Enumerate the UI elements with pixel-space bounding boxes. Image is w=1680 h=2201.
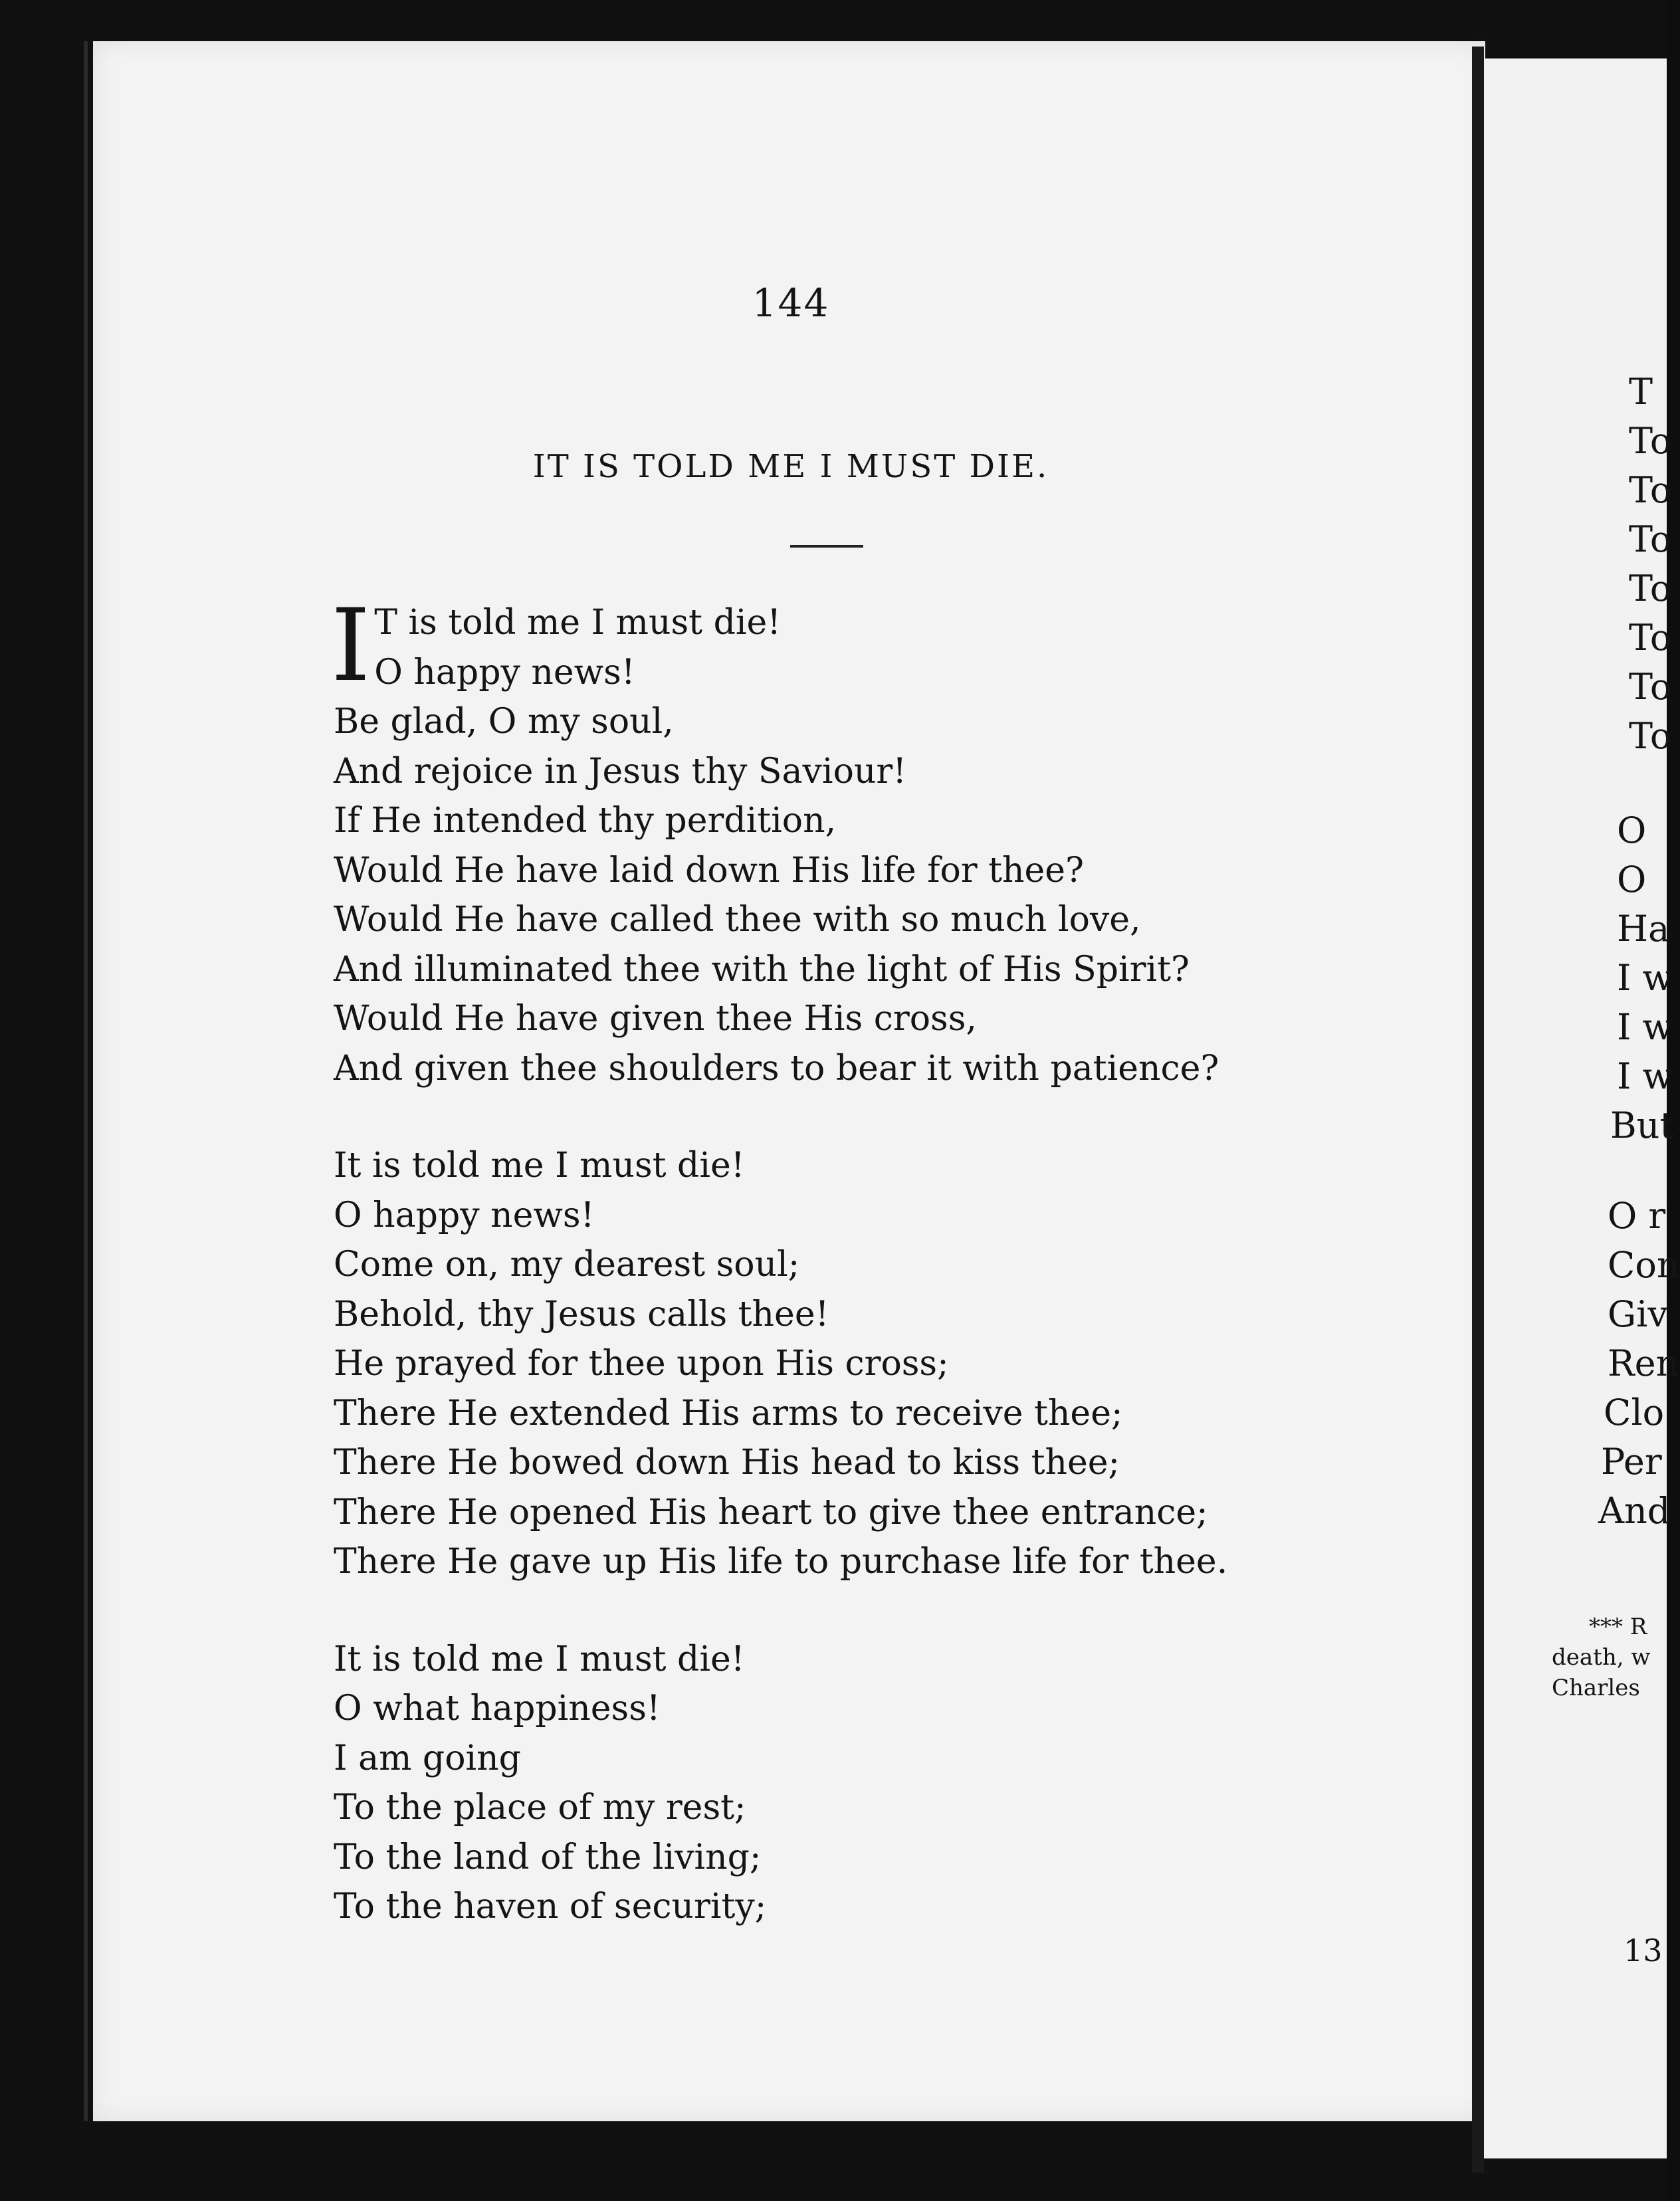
poem-line: And rejoice in Jesus thy Saviour! — [334, 751, 907, 791]
right-fragment: And — [1598, 1490, 1671, 1532]
poem-line: And illuminated thee with the light of His Spirit? — [334, 949, 1190, 990]
poem-body — [331, 588, 1477, 1980]
right-fragment: O — [1617, 809, 1647, 851]
poem-line: It is told me I must die! — [334, 1146, 745, 1186]
stanza-2 — [334, 1141, 1477, 1587]
right-fragment: Con — [1608, 1244, 1680, 1286]
poem-line: There He bowed down His head to kiss thee; — [334, 1443, 1120, 1483]
right-fragment: To — [1629, 715, 1672, 757]
poem-line: It is told me I must die! — [334, 1639, 745, 1679]
right-fragment: To — [1629, 617, 1672, 659]
drop-cap: I — [331, 588, 371, 704]
poem-line: To the place of my rest; — [334, 1788, 746, 1828]
right-fragment: Giv — [1608, 1293, 1668, 1335]
right-fragment: But — [1610, 1104, 1675, 1146]
right-footnote-line: Charles — [1552, 1675, 1640, 1701]
right-fragment: To — [1629, 420, 1672, 462]
poem-line: T is told me I must die! — [374, 603, 782, 643]
title-rule — [790, 545, 863, 548]
page-gutter — [1472, 47, 1484, 2173]
right-fragment: Per — [1601, 1441, 1662, 1483]
right-fragment: O — [1617, 859, 1647, 900]
right-fragment: T — [1629, 371, 1653, 413]
poem-line: There He opened His heart to give thee entrance; — [334, 1492, 1208, 1532]
poem-line: O happy news! — [374, 652, 635, 692]
poem-line: O happy news! — [334, 1195, 595, 1235]
right-fragment: To — [1629, 666, 1672, 708]
poem-line: Behold, thy Jesus calls thee! — [334, 1294, 829, 1334]
poem-line: O what happiness! — [334, 1689, 661, 1729]
stanza-3 — [334, 1635, 1477, 1932]
poem-line: I am going — [334, 1738, 521, 1778]
poem-line: Would He have given thee His cross, — [334, 999, 977, 1039]
left-page — [93, 41, 1485, 2121]
poem-title: IT IS TOLD ME I MUST DIE. — [532, 448, 1049, 485]
right-page-cropped — [1484, 58, 1680, 2158]
right-fragment: Clo — [1604, 1392, 1665, 1433]
signature-mark: 13 — [1624, 1933, 1663, 1968]
poem-line: If He intended thy perdition, — [334, 801, 837, 841]
poem-line: To the land of the living; — [334, 1837, 762, 1877]
poem-line: Come on, my dearest soul; — [334, 1245, 800, 1285]
poem-line: To the haven of security; — [334, 1887, 767, 1927]
right-fragment: I w — [1617, 1006, 1673, 1048]
right-fragment: I w — [1617, 957, 1673, 999]
page-number: 144 — [752, 280, 830, 326]
poem-line: Be glad, O my soul, — [334, 702, 674, 742]
right-footnote-line: death, w — [1552, 1644, 1651, 1671]
right-fragment: I w — [1617, 1055, 1673, 1097]
right-fragment: Ha — [1617, 908, 1670, 950]
poem-line: There He gave up His life to purchase life for thee. — [334, 1542, 1228, 1582]
right-fragment: Ren — [1608, 1342, 1679, 1384]
right-fragment: To — [1629, 518, 1672, 560]
poem-line: And given thee shoulders to bear it with patience? — [334, 1048, 1219, 1089]
poem-line: There He extended His arms to receive thee; — [334, 1393, 1123, 1433]
right-fragment: To — [1629, 469, 1672, 511]
poem-line: He prayed for thee upon His cross; — [334, 1344, 949, 1384]
poem-line: Would He have called thee with so much love, — [334, 900, 1141, 940]
right-fragment: O r — [1608, 1195, 1666, 1237]
right-fragment: To — [1629, 568, 1672, 609]
stanza-1 — [331, 588, 1477, 1093]
poem-line: Would He have laid down His life for thee? — [334, 850, 1084, 891]
right-footnote-line: *** R — [1589, 1614, 1647, 1640]
